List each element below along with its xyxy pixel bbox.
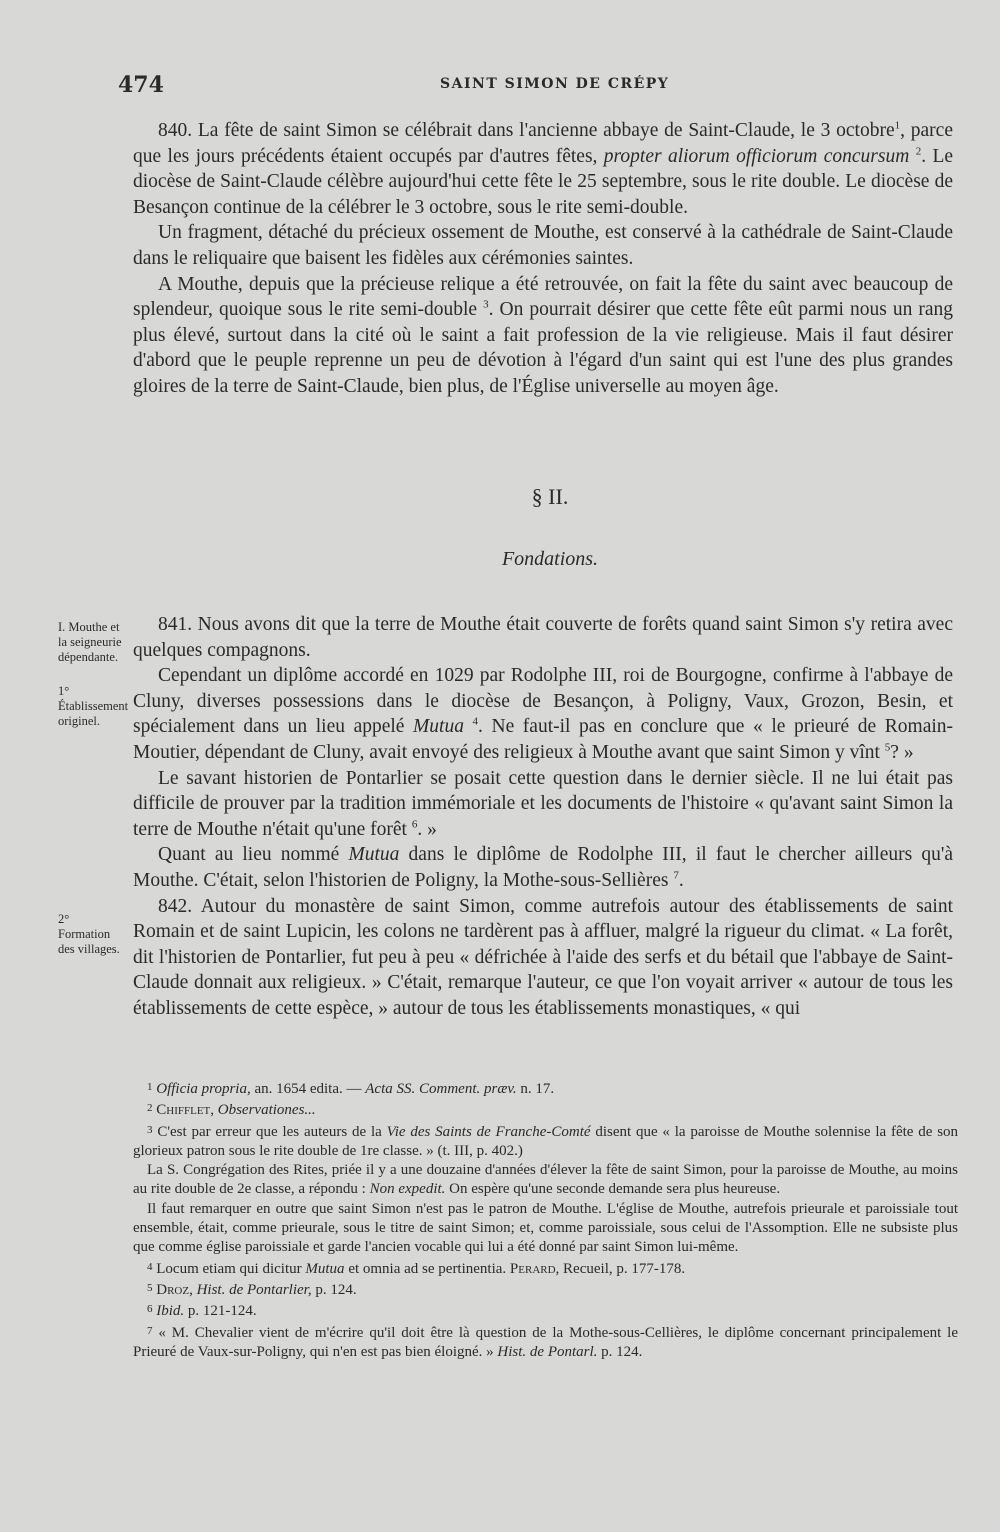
footnote-6: $^6$ Ibid. p. 121-124. (147, 1303, 257, 1320)
paragraph-840: 840. La fête de saint Simon se célébrait dans l'ancienne abbaye de Saint-Claude, le 3 octobre$^1$, parce que les jours précédents étaient occupés par d'autres fêtes, propter aliorum officiorum concursum $^2$. Le diocèse de Saint-Claude célèbre aujourd'hui cette fête le 25 septembre, sous le rite double. Le diocèse de Besançon continue de la célébrer le 3 octobre, sous le rite semi-double. (133, 119, 954, 218)
paragraph-841: 841. Nous avons dit que la terre de Mouthe était couverte de forêts quand saint Simon s'y retira avec quelques compagnons. (133, 614, 953, 661)
page-number: 474 (118, 72, 164, 98)
footnote-3-remark: Il faut remarquer en outre que saint Simon n'est pas le patron de Mouthe. L'église de Mouthe, autrefois prieurale et paroissiale tout ensemble, était, comme prieurale, sous le titre de saint Simon; et, comme paroissiale, sous celui de l'Assomption. Elle ne subsiste plus que comme église paroissiale et garde l'ancien vocable qui lui a été donné par saint Simon lui-même. (133, 1200, 958, 1256)
paragraph-842: 842. Autour du monastère de saint Simon, comme autrefois autour des établissements de saint Romain et de saint Lupicin, les colons ne tardèrent pas à affluer, malgré la rigueur du climat. « La forêt, dit l'historien de Pontarlier, fut peu à peu « défrichée à l'aide des serfs et du bétail que l'abbaye de Saint-Claude donnait aux religieux. » C'était, remarque l'auteur, ce que l'on voyait arriver « autour de tous les établissements de cette espèce, » autour de tous les établissements monastiques, « qui (133, 895, 953, 1019)
footnote-3-continued: La S. Congrégation des Rites, priée il y a une douzaine d'années d'élever la fête de saint Simon, pour la paroisse de Mouthe, au moins au rite double de 2e classe, a répondu : Non expedit. On espère qu'une seconde demande sera plus heureuse. (133, 1162, 958, 1198)
footnotes (133, 1078, 958, 1362)
footnote-3: $^3$ C'est par erreur que les auteurs de la Vie des Saints de Franche-Comté disent que « la paroisse de Mouthe solennise la fête de son glorieux patron sous le rite double de 1re classe. » (t. III, p. 402.) (133, 1123, 959, 1159)
paragraph-diplome: Cependant un diplôme accordé en 1029 par Rodolphe III, roi de Bourgogne, confirme à l'abbaye de Cluny, diverses possessions dans le diocèse de Besançon, à Poligny, Vaux, Grozon, Besin, et spécialement dans un lieu appelé Mutua $^4$. Ne faut-il pas en conclure que « le prieuré de Romain-Moutier, dépendant de Cluny, avait envoyé des religieux à Mouthe avant que saint Simon y vînt $^5$? » (133, 665, 954, 763)
body-top (133, 118, 953, 400)
body-section-two (133, 612, 953, 1022)
paragraph-savant: Le savant historien de Pontarlier se posait cette question dans le dernier siècle. Il ne lui était pas difficile de prouver par la tradition immémoriale et les documents de l'histoire « qu'avant saint Simon la terre de Mouthe n'était qu'une forêt $^6$. » (133, 767, 953, 840)
footnote-2: $^2$ Chifflet, Observationes... (147, 1102, 316, 1119)
margin-note-mouthe: I. Mouthe et la seigneurie dépendante. (58, 620, 122, 664)
footnote-7: $^7$ « M. Chevalier vient de m'écrire qu'il doit être là question de la Mothe-sous-Cellières, le diplôme concernant principalement le Prieuré de Vaux-sur-Poligny, qui n'en est pas bien éloigné. » Hist. de Pontarl. p. 124. (133, 1324, 959, 1360)
section-mark: § II. (531, 484, 569, 509)
paragraph-fragment: Un fragment, détaché du précieux ossement de Mouthe, est conservé à la cathédrale de Saint-Claude dans le reliquaire que baisent les fidèles aux cérémonies saintes. (133, 222, 953, 269)
running-head: SAINT SIMON DE CRÉPY (440, 76, 670, 92)
paragraph-quant: Quant au lieu nommé Mutua dans le diplôme de Rodolphe III, il faut le chercher ailleurs qu'à Mouthe. C'était, selon l'historien de Poligny, la Mothe-sous-Sellières $^7$. (133, 844, 954, 891)
section-title: Fondations. (501, 548, 599, 570)
footnote-5: $^5$ Droz, Hist. de Pontarlier, p. 124. (147, 1281, 357, 1298)
paragraph-mouthe: A Mouthe, depuis que la précieuse relique a été retrouvée, on fait la fête du saint avec beaucoup de splendeur, quoique sous le rite semi-double $^3$. On pourrait désirer que cette fête eût parmi nous un rang plus élevé, surtout dans la cité où le saint a fait profession de la vie religieuse. Mais il faut désirer d'abord que le peuple reprenne un peu de dévotion à l'égard d'un saint qui est l'une des plus grandes gloires de la terre de Saint-Claude, bien plus, de l'Église universelle au moyen âge. (133, 273, 954, 397)
margin-note-etablissement: 1° Établissement originel. (58, 684, 129, 728)
footnote-1: $^1$ Officia propria, an. 1654 edita. — Acta SS. Comment. præv. n. 17. (147, 1081, 555, 1097)
margin-note-villages: 2° Formation des villages. (58, 912, 120, 956)
footnote-4: $^4$ Locum etiam qui dicitur Mutua et omnia ad se pertinentia. Perard, Recueil, p. 177-178. (147, 1260, 686, 1277)
